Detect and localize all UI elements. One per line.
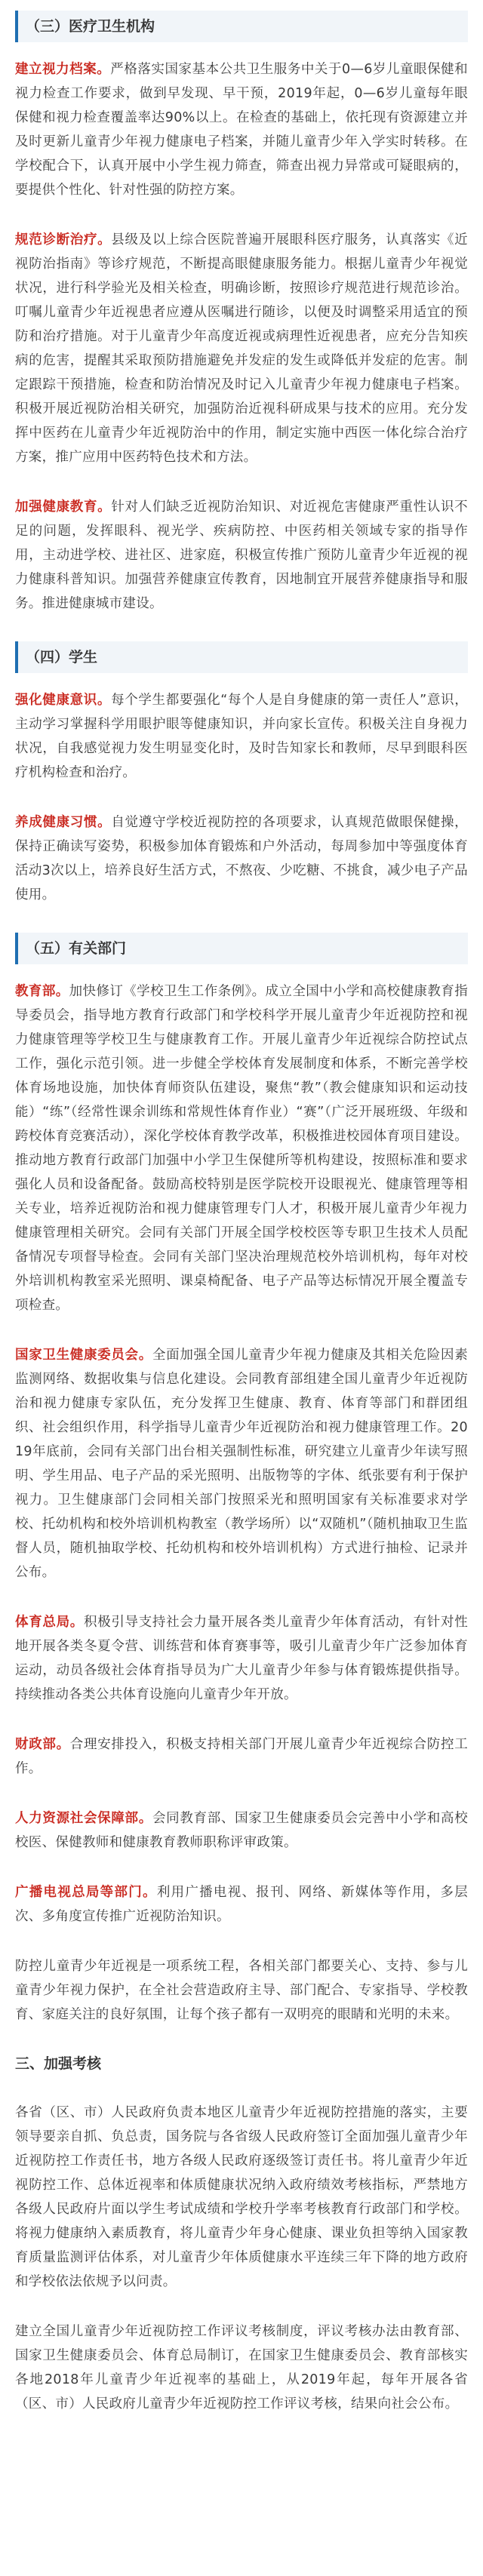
section-heading-departments: （五）有关部门 (15, 933, 468, 964)
lead-health-education: 加强健康教育。 (15, 500, 112, 515)
lead-sports-administration: 体育总局。 (15, 1615, 84, 1630)
paragraph-ministry-finance: 财政部。合理安排投入，积极支持相关部门开展儿童青少年近视综合防控工作。 (15, 1737, 468, 1776)
lead-broadcasting: 广播电视总局等部门。 (15, 1885, 157, 1900)
lead-ministry-education: 教育部。 (15, 984, 69, 999)
section-heading-medical-institutions: （三）医疗卫生机构 (15, 11, 468, 42)
paragraph-system-engineering: 防控儿童青少年近视是一项系统工程，各相关部门都要关心、支持、参与儿童青少年视力保护，在全社会营造政府主导、部门配合、专家指导、学校教育、家庭关注的良好氛围，让每个孩子都有一双明亮的眼睛和光明的未来。 (15, 1959, 468, 2022)
lead-health-awareness: 强化健康意识。 (15, 693, 112, 708)
section-heading-students: （四）学生 (15, 641, 468, 673)
paragraph-evaluation-system: 建立全国儿童青少年近视防控工作评议考核制度，评议考核办法由教育部、国家卫生健康委员会、体育总局制订，在国家卫生健康委员会、教育部核实各地2018年儿童青少年近视率的基础上，从2019年起，每年开展各省（区、市）人民政府儿童青少年近视防控工作评议考核，结果向社会公布。 (15, 2324, 468, 2412)
paragraph-health-awareness: 强化健康意识。每个学生都要强化“每个人是自身健康的第一责任人”意识，主动学习掌握科学用眼护眼等健康知识，并向家长宣传。积极关注自身视力状况，自我感觉视力发生明显变化时，及时告知家长和教师，尽早到眼科医疗机构检查和治疗。 (15, 693, 468, 780)
paragraph-healthy-habits: 养成健康习惯。自觉遵守学校近视防控的各项要求，认真规范做眼保健操，保持正确读写姿势，积极参加体育锻炼和户外活动，每周参加中等强度体育活动3次以上，培养良好生活方式，不熬夜、少吃糖、不挑食，减少电子产品使用。 (15, 815, 468, 902)
lead-healthy-habits: 养成健康习惯。 (15, 815, 112, 830)
lead-human-resources: 人力资源社会保障部。 (15, 1811, 152, 1826)
paragraph-ministry-education: 教育部。加快修订《学校卫生工作条例》。成立全国中小学和高校健康教育指导委员会，指导地方教育行政部门和学校科学开展儿童青少年近视防控和视力健康管理等学校卫生与健康教育工作。开展儿童青少年近视综合防控试点工作，强化示范引领。进一步健全学校体育发展制度和体系，不断完善学校体育场地设施，加快体育师资队伍建设，聚焦“教”（教会健康知识和运动技能）“练”（经常性课余训练和常规性体育作业）“赛”（广泛开展班级、年级和跨校体育竞赛活动），深化学校体育教学改革，积极推进校园体育项目建设。推动地方教育行政部门加强中小学卫生保健所等机构建设，按照标准和要求强化人员和设备配备。鼓励高校特别是医学院校开设眼视光、健康管理等相关专业，培养近视防治和视力健康管理专门人才，积极开展儿童青少年视力健康管理相关研究。会同有关部门开展全国学校校医等专职卫生技术人员配备情况专项督导检查。会同有关部门坚决治理规范校外培训机构，每年对校外培训机构教室采光照明、课桌椅配备、电子产品等达标情况开展全覆盖专项检查。 (15, 984, 469, 1313)
lead-diagnosis: 规范诊断治疗。 (15, 232, 112, 247)
paragraph-diagnosis: 规范诊断治疗。县级及以上综合医院普遍开展眼科医疗服务，认真落实《近视防治指南》等诊疗规范，不断提高眼健康服务能力。根据儿童青少年视觉状况，进行科学验光及相关检查，明确诊断，按照诊疗规范进行规范诊治。叮嘱儿童青少年近视患者应遵从医嘱进行随诊，以便及时调整采用适宜的预防和治疗措施。对于儿童青少年高度近视或病理性近视患者，应充分告知疾病的危害，提醒其采取预防措施避免并发症的发生或降低并发症的危害。制定跟踪干预措施，检查和防治情况及时记入儿童青少年视力健康电子档案。积极开展近视防治相关研究，加强防治近视科研成果与技术的应用。充分发挥中医药在儿童青少年近视防治中的作用，制定实施中西医一体化综合治疗方案，推广应用中医药特色技术和方法。 (15, 232, 468, 465)
paragraph-health-commission: 国家卫生健康委员会。全面加强全国儿童青少年视力健康及其相关危险因素监测网络、数据收集与信息化建设。会同教育部组建全国儿童青少年近视防治和视力健康专家队伍，充分发挥卫生健康、教育、体育等部门和群团组织、社会组织作用，科学指导儿童青少年近视防治和视力健康管理工作。2019年底前，会同有关部门出台相关强制性标准，研究建立儿童青少年读写照明、学生用品、电子产品的采光照明、出版物等的字体、纸张要有利于保护视力。卫生健康部门会同相关部门按照采光和照明国家有关标准要求对学校、托幼机构和校外培训机构教室（教学场所）以“双随机”（随机抽取卫生监督人员，随机抽取学校、托幼机构和校外培训机构）方式进行抽检、记录并公布。 (15, 1348, 468, 1580)
paragraph-human-resources: 人力资源社会保障部。会同教育部、国家卫生健康委员会完善中小学和高校校医、保健教师和健康教育教师职称评审政策。 (15, 1811, 468, 1850)
section-heading-assessment: 三、加强考核 (15, 2055, 102, 2072)
lead-ministry-finance: 财政部。 (15, 1737, 70, 1752)
paragraph-broadcasting: 广播电视总局等部门。利用广播电视、报刊、网络、新媒体等作用，多层次、多角度宣传推广近视防治知识。 (15, 1885, 468, 1924)
lead-health-commission: 国家卫生健康委员会。 (15, 1348, 152, 1363)
lead-vision-records: 建立视力档案。 (15, 62, 111, 77)
paragraph-sports-administration: 体育总局。积极引导支持社会力量开展各类儿童青少年体育活动，有针对性地开展各类冬夏令营、训练营和体育赛事等，吸引儿童青少年广泛参加体育运动，动员各级社会体育指导员为广大儿童青少年参与体育锻炼提供指导。持续推动各类公共体育设施向儿童青少年开放。 (15, 1615, 468, 1702)
paragraph-health-education: 加强健康教育。针对人们缺乏近视防治知识、对近视危害健康严重性认识不足的问题，发挥眼科、视光学、疾病防控、中医药相关领域专家的指导作用，主动进学校、进社区、进家庭，积极宣传推广预防儿童青少年近视的视力健康科普知识。加强营养健康宣传教育，因地制宜开展营养健康指导和服务。推进健康城市建设。 (15, 500, 468, 611)
paragraph-provincial-responsibility: 各省（区、市）人民政府负责本地区儿童青少年近视防控措施的落实，主要领导要亲自抓、负总责，国务院与各省级人民政府签订全面加强儿童青少年近视防控工作责任书，地方各级人民政府逐级签订责任书。将儿童青少年近视防控工作、总体近视率和体质健康状况纳入政府绩效考核指标，严禁地方各级人民政府片面以学生考试成绩和学校升学率考核教育行政部门和学校。将视力健康纳入素质教育，将儿童青少年身心健康、课业负担等纳入国家教育质量监测评估体系，对儿童青少年体质健康水平连续三年下降的地方政府和学校依法依规予以问责。 (15, 2105, 468, 2289)
paragraph-vision-records: 建立视力档案。严格落实国家基本公共卫生服务中关于0—6岁儿童眼保健和视力检查工作要求，做到早发现、早干预，2019年起，0—6岁儿童每年眼保健和视力检查覆盖率达90%以上。在检查的基础上，依托现有资源建立并及时更新儿童青少年视力健康电子档案，并随儿童青少年入学实时转移。在学校配合下，认真开展中小学生视力筛查，筛查出视力异常或可疑眼病的，要提供个性化、针对性强的防控方案。 (15, 62, 468, 198)
